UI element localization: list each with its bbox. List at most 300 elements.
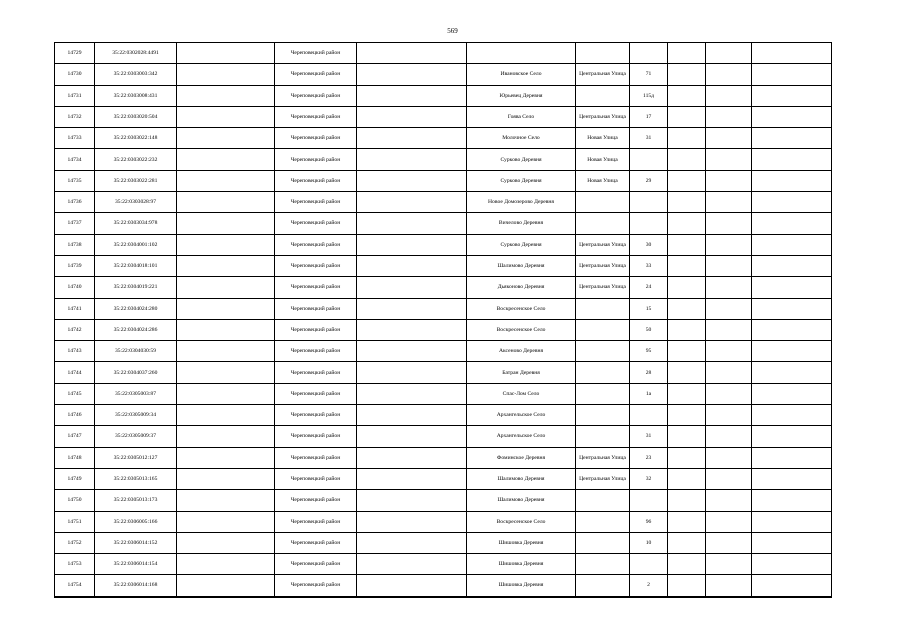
- empty-cell: [752, 149, 832, 170]
- street-cell: Новая Улица: [576, 170, 630, 191]
- locality-cell: Молочное Село: [467, 128, 576, 149]
- cadastral-number-cell: 35:22:0305013:173: [95, 490, 177, 511]
- empty-cell: [177, 383, 275, 404]
- empty-cell: [752, 468, 832, 489]
- empty-cell: [668, 149, 706, 170]
- empty-cell: [706, 405, 752, 426]
- house-number-cell: [630, 405, 668, 426]
- street-cell: Центральная Улица: [576, 234, 630, 255]
- row-number-cell: 14729: [55, 43, 95, 64]
- empty-cell: [357, 149, 467, 170]
- empty-cell: [706, 319, 752, 340]
- empty-cell: [357, 383, 467, 404]
- row-number-cell: 14746: [55, 405, 95, 426]
- row-number-cell: 14743: [55, 341, 95, 362]
- row-number-cell: 14734: [55, 149, 95, 170]
- empty-cell: [357, 319, 467, 340]
- locality-cell: Шишовка Деревня: [467, 554, 576, 575]
- house-number-cell: [630, 213, 668, 234]
- empty-cell: [706, 426, 752, 447]
- table-row: [55, 149, 832, 170]
- cadastral-number-cell: 35:22:0303008:431: [95, 85, 177, 106]
- street-cell: Новая Улица: [576, 149, 630, 170]
- empty-cell: [752, 43, 832, 64]
- locality-cell: Шишовка Деревня: [467, 575, 576, 597]
- table-row: [55, 213, 832, 234]
- empty-cell: [177, 468, 275, 489]
- district-cell: Череповецкий район: [275, 468, 357, 489]
- row-number-cell: 14739: [55, 255, 95, 276]
- empty-cell: [668, 234, 706, 255]
- house-number-cell: 30: [630, 234, 668, 255]
- empty-cell: [177, 234, 275, 255]
- cadastral-number-cell: 35:22:0303034:978: [95, 213, 177, 234]
- empty-cell: [177, 277, 275, 298]
- house-number-cell: 71: [630, 64, 668, 85]
- empty-cell: [706, 170, 752, 191]
- empty-cell: [706, 298, 752, 319]
- empty-cell: [668, 532, 706, 553]
- empty-cell: [752, 426, 832, 447]
- empty-cell: [177, 85, 275, 106]
- cadastral-number-cell: 35:22:0305012:127: [95, 447, 177, 468]
- district-cell: Череповецкий район: [275, 149, 357, 170]
- empty-cell: [706, 192, 752, 213]
- empty-cell: [668, 43, 706, 64]
- empty-cell: [668, 447, 706, 468]
- empty-cell: [357, 447, 467, 468]
- house-number-cell: [630, 192, 668, 213]
- district-cell: Череповецкий район: [275, 128, 357, 149]
- table-row: [55, 575, 832, 597]
- empty-cell: [668, 298, 706, 319]
- empty-cell: [752, 554, 832, 575]
- street-cell: Центральная Улица: [576, 255, 630, 276]
- empty-cell: [668, 64, 706, 85]
- table-row: [55, 192, 832, 213]
- house-number-cell: [630, 490, 668, 511]
- empty-cell: [752, 383, 832, 404]
- district-cell: Череповецкий район: [275, 447, 357, 468]
- empty-cell: [706, 575, 752, 597]
- street-cell: [576, 341, 630, 362]
- house-number-cell: 17: [630, 106, 668, 127]
- row-number-cell: 14741: [55, 298, 95, 319]
- locality-cell: Сурково Деревня: [467, 149, 576, 170]
- table-row: [55, 468, 832, 489]
- empty-cell: [177, 106, 275, 127]
- table-body: [55, 43, 832, 597]
- table-row: [55, 511, 832, 532]
- empty-cell: [752, 192, 832, 213]
- district-cell: Череповецкий район: [275, 298, 357, 319]
- empty-cell: [357, 213, 467, 234]
- locality-cell: Дьяконово Деревня: [467, 277, 576, 298]
- table-row: [55, 405, 832, 426]
- locality-cell: Вичелово Деревня: [467, 213, 576, 234]
- district-cell: Череповецкий район: [275, 255, 357, 276]
- cadastral-number-cell: 35:22:0303022:232: [95, 149, 177, 170]
- empty-cell: [177, 149, 275, 170]
- row-number-cell: 14753: [55, 554, 95, 575]
- empty-cell: [706, 43, 752, 64]
- row-number-cell: 14735: [55, 170, 95, 191]
- locality-cell: Спас-Лом Село: [467, 383, 576, 404]
- cadastral-number-cell: 35:22:0305009:37: [95, 426, 177, 447]
- empty-cell: [357, 255, 467, 276]
- row-number-cell: 14736: [55, 192, 95, 213]
- empty-cell: [357, 128, 467, 149]
- empty-cell: [706, 106, 752, 127]
- street-cell: Центральная Улица: [576, 447, 630, 468]
- house-number-cell: 2: [630, 575, 668, 597]
- cadastral-number-cell: 35:22:0306014:152: [95, 532, 177, 553]
- house-number-cell: 115д: [630, 85, 668, 106]
- table-row: [55, 341, 832, 362]
- cadastral-number-cell: 35:22:0303003:342: [95, 64, 177, 85]
- empty-cell: [357, 106, 467, 127]
- table-row: [55, 85, 832, 106]
- empty-cell: [357, 85, 467, 106]
- empty-cell: [177, 192, 275, 213]
- empty-cell: [357, 43, 467, 64]
- house-number-cell: 24: [630, 277, 668, 298]
- district-cell: Череповецкий район: [275, 511, 357, 532]
- empty-cell: [357, 64, 467, 85]
- row-number-cell: 14738: [55, 234, 95, 255]
- empty-cell: [706, 511, 752, 532]
- empty-cell: [706, 255, 752, 276]
- table-row: [55, 64, 832, 85]
- cadastral-number-cell: 35:22:0305003:87: [95, 383, 177, 404]
- row-number-cell: 14744: [55, 362, 95, 383]
- empty-cell: [357, 277, 467, 298]
- locality-cell: [467, 43, 576, 64]
- street-cell: Центральная Улица: [576, 106, 630, 127]
- house-number-cell: [630, 554, 668, 575]
- empty-cell: [177, 319, 275, 340]
- empty-cell: [706, 447, 752, 468]
- street-cell: [576, 85, 630, 106]
- empty-cell: [177, 341, 275, 362]
- empty-cell: [357, 554, 467, 575]
- cadastral-number-cell: 35:22:0304001:102: [95, 234, 177, 255]
- district-cell: Череповецкий район: [275, 277, 357, 298]
- house-number-cell: 31: [630, 426, 668, 447]
- row-number-cell: 14752: [55, 532, 95, 553]
- district-cell: Череповецкий район: [275, 234, 357, 255]
- empty-cell: [177, 128, 275, 149]
- row-number-cell: 14740: [55, 277, 95, 298]
- empty-cell: [357, 234, 467, 255]
- empty-cell: [177, 43, 275, 64]
- street-cell: [576, 43, 630, 64]
- empty-cell: [357, 170, 467, 191]
- table-row: [55, 383, 832, 404]
- locality-cell: Сурково Деревня: [467, 234, 576, 255]
- empty-cell: [752, 575, 832, 597]
- locality-cell: Юрьевец Деревня: [467, 85, 576, 106]
- house-number-cell: 29: [630, 170, 668, 191]
- empty-cell: [177, 64, 275, 85]
- empty-cell: [357, 426, 467, 447]
- empty-cell: [752, 128, 832, 149]
- district-cell: Череповецкий район: [275, 554, 357, 575]
- cadastral-number-cell: 35:22:0306014:154: [95, 554, 177, 575]
- table-row: [55, 298, 832, 319]
- empty-cell: [706, 490, 752, 511]
- table-row: [55, 319, 832, 340]
- empty-cell: [752, 341, 832, 362]
- locality-cell: Воскресенское Село: [467, 319, 576, 340]
- empty-cell: [177, 426, 275, 447]
- locality-cell: Шалимово Деревня: [467, 490, 576, 511]
- empty-cell: [177, 575, 275, 597]
- cadastral-number-cell: 35:22:0305013:165: [95, 468, 177, 489]
- empty-cell: [177, 447, 275, 468]
- table-row: [55, 128, 832, 149]
- locality-cell: Фоминское Деревня: [467, 447, 576, 468]
- empty-cell: [752, 255, 832, 276]
- row-number-cell: 14747: [55, 426, 95, 447]
- street-cell: [576, 362, 630, 383]
- street-cell: [576, 213, 630, 234]
- street-cell: [576, 319, 630, 340]
- district-cell: Череповецкий район: [275, 106, 357, 127]
- empty-cell: [357, 298, 467, 319]
- empty-cell: [706, 341, 752, 362]
- empty-cell: [668, 277, 706, 298]
- row-number-cell: 14731: [55, 85, 95, 106]
- locality-cell: Батран Деревня: [467, 362, 576, 383]
- house-number-cell: [630, 149, 668, 170]
- district-cell: Череповецкий район: [275, 575, 357, 597]
- table-row: [55, 255, 832, 276]
- locality-cell: Шалимово Деревня: [467, 255, 576, 276]
- empty-cell: [752, 234, 832, 255]
- empty-cell: [668, 426, 706, 447]
- house-number-cell: 50: [630, 319, 668, 340]
- empty-cell: [357, 532, 467, 553]
- cadastral-number-cell: 35:22:0304037:260: [95, 362, 177, 383]
- empty-cell: [668, 170, 706, 191]
- table-row: [55, 490, 832, 511]
- street-cell: [576, 192, 630, 213]
- district-cell: Череповецкий район: [275, 490, 357, 511]
- table-row: [55, 362, 832, 383]
- district-cell: Череповецкий район: [275, 383, 357, 404]
- cadastral-number-cell: 35:22:0303022:148: [95, 128, 177, 149]
- cadastral-number-cell: 35:22:0304024:286: [95, 319, 177, 340]
- district-cell: Череповецкий район: [275, 426, 357, 447]
- registry-table: [54, 42, 832, 598]
- cadastral-number-cell: 35:22:0304030:59: [95, 341, 177, 362]
- empty-cell: [668, 128, 706, 149]
- empty-cell: [752, 490, 832, 511]
- house-number-cell: 96: [630, 511, 668, 532]
- district-cell: Череповецкий район: [275, 192, 357, 213]
- table-row: [55, 277, 832, 298]
- locality-cell: Шалимово Деревня: [467, 468, 576, 489]
- row-number-cell: 14750: [55, 490, 95, 511]
- table-row: [55, 447, 832, 468]
- empty-cell: [752, 511, 832, 532]
- street-cell: Центральная Улица: [576, 64, 630, 85]
- district-cell: Череповецкий район: [275, 362, 357, 383]
- row-number-cell: 14749: [55, 468, 95, 489]
- empty-cell: [752, 213, 832, 234]
- empty-cell: [668, 255, 706, 276]
- empty-cell: [357, 341, 467, 362]
- empty-cell: [357, 511, 467, 532]
- table-row: [55, 234, 832, 255]
- cadastral-number-cell: 35:22:0303028:97: [95, 192, 177, 213]
- empty-cell: [706, 85, 752, 106]
- empty-cell: [177, 170, 275, 191]
- cadastral-number-cell: 35:22:0304018:101: [95, 255, 177, 276]
- row-number-cell: 14748: [55, 447, 95, 468]
- cadastral-number-cell: 35:22:0304019:221: [95, 277, 177, 298]
- district-cell: Череповецкий район: [275, 85, 357, 106]
- empty-cell: [706, 277, 752, 298]
- cadastral-number-cell: 35:22:0303020:504: [95, 106, 177, 127]
- row-number-cell: 14754: [55, 575, 95, 597]
- district-cell: Череповецкий район: [275, 64, 357, 85]
- empty-cell: [706, 128, 752, 149]
- empty-cell: [668, 362, 706, 383]
- empty-cell: [357, 575, 467, 597]
- house-number-cell: 33: [630, 255, 668, 276]
- empty-cell: [752, 64, 832, 85]
- street-cell: [576, 405, 630, 426]
- table-row: [55, 532, 832, 553]
- row-number-cell: 14737: [55, 213, 95, 234]
- house-number-cell: 32: [630, 468, 668, 489]
- empty-cell: [177, 213, 275, 234]
- empty-cell: [668, 490, 706, 511]
- cadastral-number-cell: 35:22:0303022:281: [95, 170, 177, 191]
- house-number-cell: 1а: [630, 383, 668, 404]
- district-cell: Череповецкий район: [275, 43, 357, 64]
- street-cell: [576, 426, 630, 447]
- empty-cell: [668, 383, 706, 404]
- locality-cell: Воскресенское Село: [467, 298, 576, 319]
- empty-cell: [706, 532, 752, 553]
- locality-cell: Гоява Село: [467, 106, 576, 127]
- empty-cell: [706, 149, 752, 170]
- cadastral-number-cell: 35:22:0306005:166: [95, 511, 177, 532]
- empty-cell: [177, 532, 275, 553]
- locality-cell: Воскресенское Село: [467, 511, 576, 532]
- house-number-cell: 95: [630, 341, 668, 362]
- empty-cell: [668, 85, 706, 106]
- locality-cell: Аксеново Деревня: [467, 341, 576, 362]
- empty-cell: [668, 213, 706, 234]
- table-row: [55, 426, 832, 447]
- empty-cell: [668, 405, 706, 426]
- empty-cell: [177, 490, 275, 511]
- street-cell: [576, 575, 630, 597]
- empty-cell: [357, 490, 467, 511]
- row-number-cell: 14751: [55, 511, 95, 532]
- empty-cell: [177, 511, 275, 532]
- district-cell: Череповецкий район: [275, 341, 357, 362]
- row-number-cell: 14742: [55, 319, 95, 340]
- empty-cell: [752, 85, 832, 106]
- street-cell: [576, 532, 630, 553]
- empty-cell: [177, 405, 275, 426]
- empty-cell: [706, 213, 752, 234]
- empty-cell: [706, 468, 752, 489]
- empty-cell: [668, 554, 706, 575]
- empty-cell: [177, 362, 275, 383]
- empty-cell: [668, 192, 706, 213]
- house-number-cell: 31: [630, 128, 668, 149]
- house-number-cell: [630, 43, 668, 64]
- row-number-cell: 14733: [55, 128, 95, 149]
- locality-cell: Архангельское Село: [467, 405, 576, 426]
- street-cell: Центральная Улица: [576, 468, 630, 489]
- empty-cell: [706, 554, 752, 575]
- table-row: [55, 554, 832, 575]
- row-number-cell: 14730: [55, 64, 95, 85]
- locality-cell: Шишовка Деревня: [467, 532, 576, 553]
- locality-cell: Новое Домозерово Деревня: [467, 192, 576, 213]
- district-cell: Череповецкий район: [275, 213, 357, 234]
- street-cell: [576, 490, 630, 511]
- empty-cell: [668, 511, 706, 532]
- street-cell: [576, 383, 630, 404]
- house-number-cell: 15: [630, 298, 668, 319]
- empty-cell: [706, 383, 752, 404]
- cadastral-number-cell: 35:22:0304024:280: [95, 298, 177, 319]
- district-cell: Череповецкий район: [275, 405, 357, 426]
- house-number-cell: 23: [630, 447, 668, 468]
- locality-cell: Архангельское Село: [467, 426, 576, 447]
- empty-cell: [706, 362, 752, 383]
- row-number-cell: 14732: [55, 106, 95, 127]
- empty-cell: [752, 319, 832, 340]
- empty-cell: [668, 106, 706, 127]
- table-row: [55, 43, 832, 64]
- empty-cell: [668, 319, 706, 340]
- empty-cell: [752, 405, 832, 426]
- empty-cell: [706, 64, 752, 85]
- empty-cell: [752, 362, 832, 383]
- street-cell: Новая Улица: [576, 128, 630, 149]
- house-number-cell: 28: [630, 362, 668, 383]
- table-row: [55, 106, 832, 127]
- empty-cell: [357, 468, 467, 489]
- empty-cell: [752, 447, 832, 468]
- table-row: [55, 170, 832, 191]
- street-cell: [576, 554, 630, 575]
- empty-cell: [177, 255, 275, 276]
- empty-cell: [668, 341, 706, 362]
- cadastral-number-cell: 35:22:0302028:4491: [95, 43, 177, 64]
- empty-cell: [752, 532, 832, 553]
- empty-cell: [668, 468, 706, 489]
- empty-cell: [357, 405, 467, 426]
- empty-cell: [752, 298, 832, 319]
- street-cell: [576, 511, 630, 532]
- empty-cell: [357, 362, 467, 383]
- street-cell: [576, 298, 630, 319]
- empty-cell: [668, 575, 706, 597]
- district-cell: Череповецкий район: [275, 319, 357, 340]
- empty-cell: [752, 106, 832, 127]
- empty-cell: [357, 192, 467, 213]
